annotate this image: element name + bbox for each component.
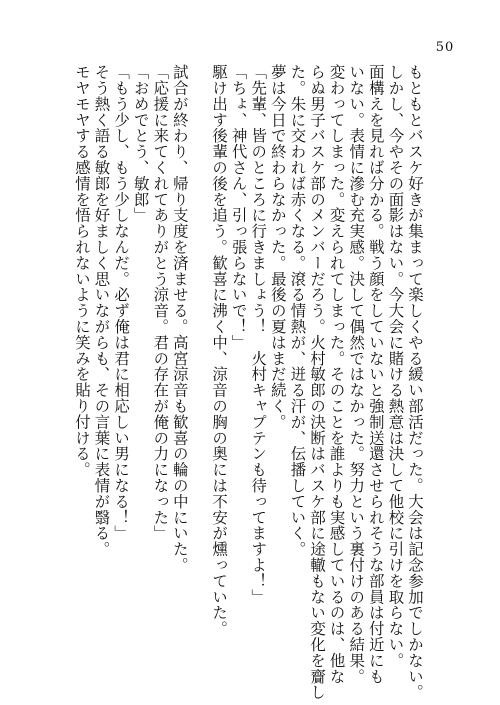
text-line: 夢は今日で終わらなかった。最後の夏はまだ続く。 xyxy=(268,64,287,430)
text-line: らぬ男子バスケ部のメンバーだろう。火村敏郎の決断はバスケ部に途轍もない変化を齎し xyxy=(308,64,327,700)
paragraph-break xyxy=(189,64,209,664)
text-line: 「おめでとう、敏郎」 xyxy=(131,64,150,223)
text-line: しかし、今やその面影はない。今大会に賭ける熱意は決して他校に引けを取らない。 xyxy=(386,64,405,669)
text-line: 「もう少し、もう少しなんだ。必ず俺は君に相応しい男になる！」 xyxy=(112,64,131,541)
text-line: いない。表情に滲む充実感。決して偶然ではなかった。努力という裏付けのある結果。 xyxy=(347,64,366,685)
body-text xyxy=(71,64,424,700)
text-line: そう熱く語る敏郎を好ましく思いながらも、その言葉に表情が翳る。 xyxy=(92,64,111,557)
text-line: 「ちょ、神代さん、引っ張らないで！」 xyxy=(229,64,248,351)
text-line: 試合が終わり、帰り支度を済ませる。高宮涼音も歓喜の輪の中にいた。 xyxy=(170,64,189,573)
text-line: モヤモヤする感情を悟られないように笑みを貼り付ける。 xyxy=(72,64,91,478)
text-line: 「先輩、皆のところに行きましょう！ 火村キャプテンも待ってますよ！」 xyxy=(249,64,268,605)
page-number: 50 xyxy=(435,40,455,55)
text-line: もともとバスケ好きが集まって楽しくやる緩い部活だった。大会は記念参加でしかない。 xyxy=(406,64,424,700)
text-line: 変わってしまった。変えられてしまった。そのことを誰よりも実感しているのは、他な xyxy=(327,64,346,685)
text-line: 駆け出す後輩の後を追う。歓喜に沸く中、涼音の胸の奥には不安が燻っていた。 xyxy=(210,64,229,637)
text-line: た。朱に交われば赤くなる。滾る情熱が、迸る汗が、伝播していく。 xyxy=(288,64,307,557)
text-line: 「応援に来てくれてありがとう涼音。君の存在が俺の力になった」 xyxy=(151,64,170,541)
text-line: 面構えを見れば分かる。戦う顔をしていないと強制送還させられそうな部員は付近にも xyxy=(366,64,385,685)
